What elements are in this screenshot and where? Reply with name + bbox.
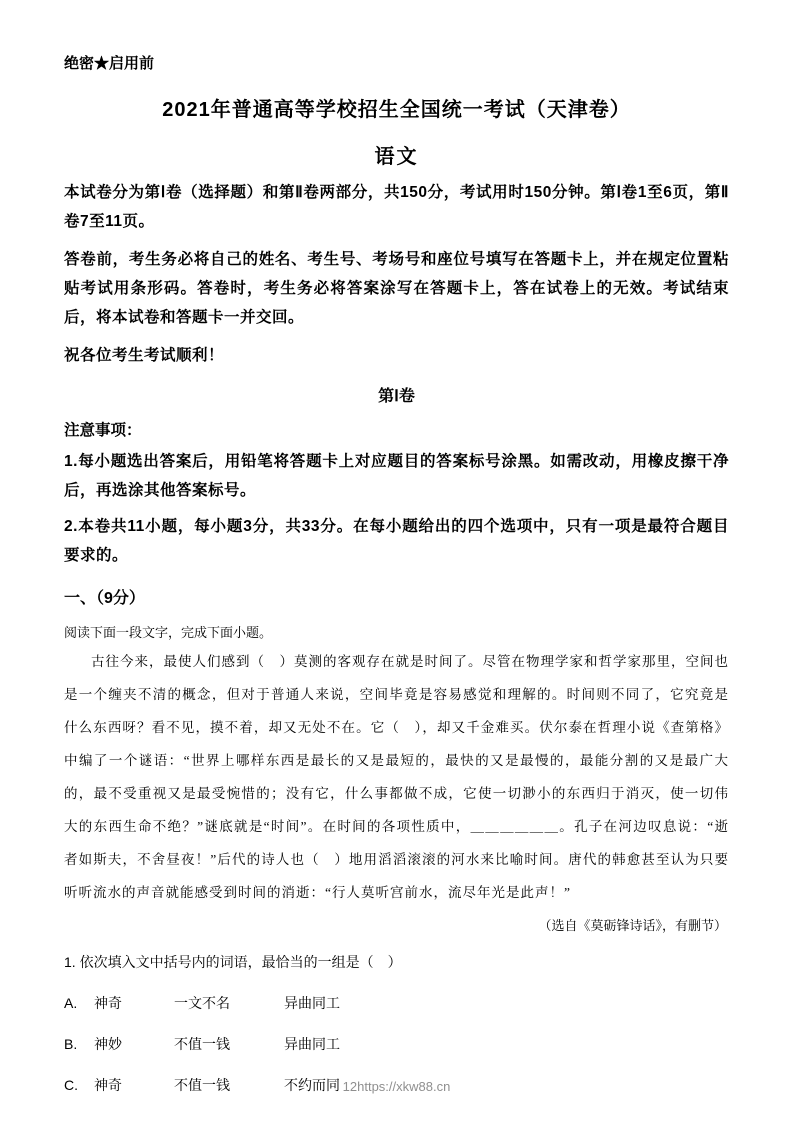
option-label: A. (64, 995, 78, 1012)
classification-label: 绝密★启用前 (64, 55, 155, 72)
exam-subject: 语文 (374, 146, 419, 168)
option-label: C. (64, 1077, 78, 1094)
notice-paragraph: 1.每小题选出答案后，用铅笔将答题卡上对应题目的答案标号涂黑。如需改动，用橡皮擦干净后，再选涂其他答案标号。 (64, 453, 729, 499)
option-word: 不值一钱 (174, 1077, 230, 1094)
option-row-a (64, 993, 729, 1013)
option-word: 异曲同工 (284, 1036, 340, 1053)
intro-paragraph: 答卷前，考生务必将自己的姓名、考生号、考场号和座位号填写在答题卡上，并在规定位置粘贴考试用条形码。答卷时，考生务必将答案涂写在答题卡上，答在试卷上的无效。考试结束后，将本试卷和答题卡一并交回。 (64, 251, 729, 326)
intro-paragraph: 本试卷分为第Ⅰ卷（选择题）和第Ⅱ卷两部分，共150分，考试用时150分钟。第Ⅰ卷1至6页，第Ⅱ卷7至11页。 (64, 184, 729, 230)
option-word: 不值一钱 (174, 1036, 230, 1053)
option-word: 神奇 (94, 1077, 122, 1094)
notice-paragraph: 2.本卷共11小题，每小题3分，共33分。在每小题给出的四个选项中，只有一项是最符合题目要求的。 (64, 518, 729, 565)
exam-title: 2021年普通高等学校招生全国统一考试（天津卷） (162, 99, 631, 121)
page-footer-watermark: 12https://xkw88.cn (342, 1079, 451, 1094)
option-word: 神奇 (94, 995, 122, 1012)
option-word: 一文不名 (174, 995, 230, 1012)
intro-paragraph: 祝各位考生考试顺利！ (64, 347, 225, 365)
option-word: 异曲同工 (284, 995, 340, 1012)
passage-source: （选自《莫砺锋诗话》，有删节） (538, 918, 727, 934)
question-1-stem: 1. 依次填入文中括号内的词语，最恰当的一组是（ ） (64, 954, 402, 971)
passage-intro: 阅读下面一段文字，完成下面小题。 (64, 624, 273, 640)
reading-passage: 古往今来，最使人们感到（ ）莫测的客观存在就是时间了。尽管在物理学家和哲学家那里，空间也是一个缠夹不清的概念，但对于普通人来说，空间毕竟是容易感觉和理解的。时间则不同了，它究竟是什么东西呀？看不见，摸不着，却又无处不在。它（ ），却又千金难买。伏尔泰在哲理小说《查第格》中编了一个谜语：“世界上哪样东西是最长的又是最短的，最快的又是最慢的，最能分割的又是最广大的，最不受重视又是最受惋惜的；没有它，什么事都做不成，它使一切渺小的东西归于消灭，使一切伟大的东西生命不绝？”谜底就是“时间”。在时间的各项性质中，＿＿＿＿＿＿。孔子在河边叹息说：“逝者如斯夫，不舍昼夜！”后代的诗人也（ ）地用滔滔滚滚的河水来比喻时间。唐代的韩愈甚至认为只要听听流水的声音就能感受到时间的消逝：“行人莫听宫前水，流尽年光是此声！” (64, 653, 729, 901)
option-word: 神妙 (94, 1036, 122, 1053)
option-label: B. (64, 1036, 78, 1053)
part-heading: 一、（9分） (64, 589, 145, 607)
option-row-b (64, 1034, 729, 1054)
notice-heading: 注意事项： (64, 422, 142, 440)
option-word: 不约而同 (284, 1077, 340, 1094)
section-title: 第Ⅰ卷 (378, 388, 415, 406)
